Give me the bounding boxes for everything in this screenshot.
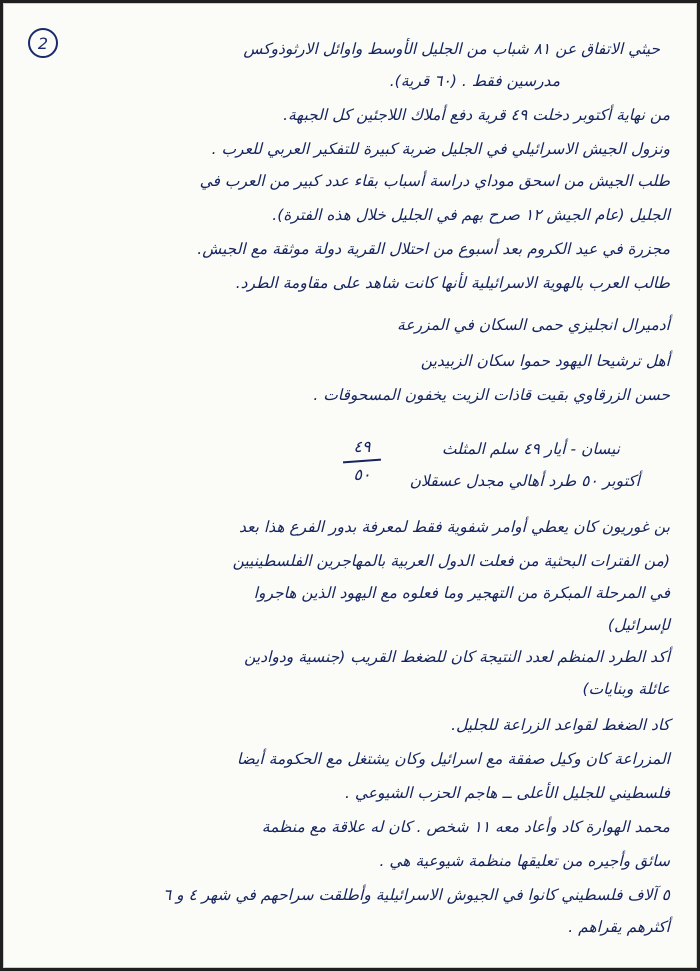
note-line: أكتوبر ٥٠ طرد أهالي مجدل عسقلان bbox=[409, 472, 640, 490]
note-line: الجليل (عام الجيش ١٢ صرح بهم في الجليل خلال هذه الفترة). bbox=[272, 206, 670, 224]
note-line: محمد الهوارة كاد وأعاد معه ١١ شخص . كان له علاقة مع منظمة bbox=[261, 818, 670, 836]
fraction-bar bbox=[343, 459, 381, 464]
note-line: أكد الطرد المنظم لعدد النتيجة كان للضغط القريب (جنسية ودوادين bbox=[244, 648, 670, 666]
note-line: حيثي الاتفاق عن ٨١ شباب من الجليل الأوسط واوائل الارثوذوكس bbox=[243, 40, 660, 58]
note-line: المزراعة كان وكيل صفقة مع اسرائيل وكان يشتغل مع الحكومة أيضا bbox=[236, 750, 670, 768]
note-line: (من الفترات البحثية من فعلت الدول العربية بالمهاجرين الفلسطينيين bbox=[232, 552, 670, 570]
note-line: كاد الضغط لقواعد الزراعة للجليل. bbox=[451, 716, 670, 734]
fraction-numerator: ٤٩ bbox=[353, 437, 371, 456]
handwritten-notes bbox=[24, 38, 670, 937]
note-line: نيسان - أيار ٤٩ سلم المثلث bbox=[441, 440, 620, 458]
note-line: من نهاية أكتوبر دخلت ٤٩ قرية دفع أملاك اللاجئين كل الجبهة. bbox=[283, 106, 670, 124]
note-line: سائق وأجيره من تعليقها منظمة شيوعية هي . bbox=[379, 852, 670, 870]
note-line: بن غوريون كان يعطي أوامر شفوية فقط لمعرفة بدور الفرع هذا بعد bbox=[239, 518, 670, 536]
page-number: 2 bbox=[37, 33, 49, 53]
note-line: فلسطيني للجليل الأعلى ــ هاجم الحزب الشيوعي . bbox=[345, 784, 670, 802]
paper-sheet bbox=[3, 3, 697, 968]
note-line: طالب العرب بالهوية الاسرائيلية لأنها كانت شاهد على مقاومة الطرد. bbox=[235, 274, 670, 292]
date-fraction bbox=[339, 437, 385, 485]
note-line: ٥ آلاف فلسطيني كانوا في الجيوش الاسرائيلية وأطلقت سراحهم في شهر ٤ و ٦ bbox=[162, 886, 670, 904]
note-line: عائلة وبنايات) bbox=[582, 680, 670, 698]
fraction-denominator: ٥٠ bbox=[353, 465, 371, 484]
note-line: ونزول الجيش الاسرائيلي في الجليل ضربة كبيرة للتفكير العربي للعرب . bbox=[211, 140, 670, 158]
note-line: أكثرهم يقراهم . bbox=[568, 918, 670, 936]
note-line: أهل ترشيحا اليهود حموا سكان الزبيدين bbox=[420, 352, 670, 370]
note-line: لإسرائيل) bbox=[607, 616, 670, 634]
note-line: مجزرة في عيد الكروم بعد أسبوع من احتلال القرية دولة موثقة مع الجيش. bbox=[197, 240, 670, 258]
note-line: طلب الجيش من اسحق موداي دراسة أسباب بقاء عدد كبير من العرب في bbox=[199, 172, 670, 190]
note-line: مدرسين فقط . (٦٠ قرية). bbox=[389, 72, 560, 90]
note-line: في المرحلة المبكرة من التهجير وما فعلوه مع اليهود الذين هاجروا bbox=[253, 584, 670, 602]
note-line: أدميرال انجليزي حمى السكان في المزرعة bbox=[397, 316, 670, 334]
note-line: حسن الزرقاوي بقيت قاذات الزيت يخفون المسحوقات . bbox=[313, 386, 670, 404]
